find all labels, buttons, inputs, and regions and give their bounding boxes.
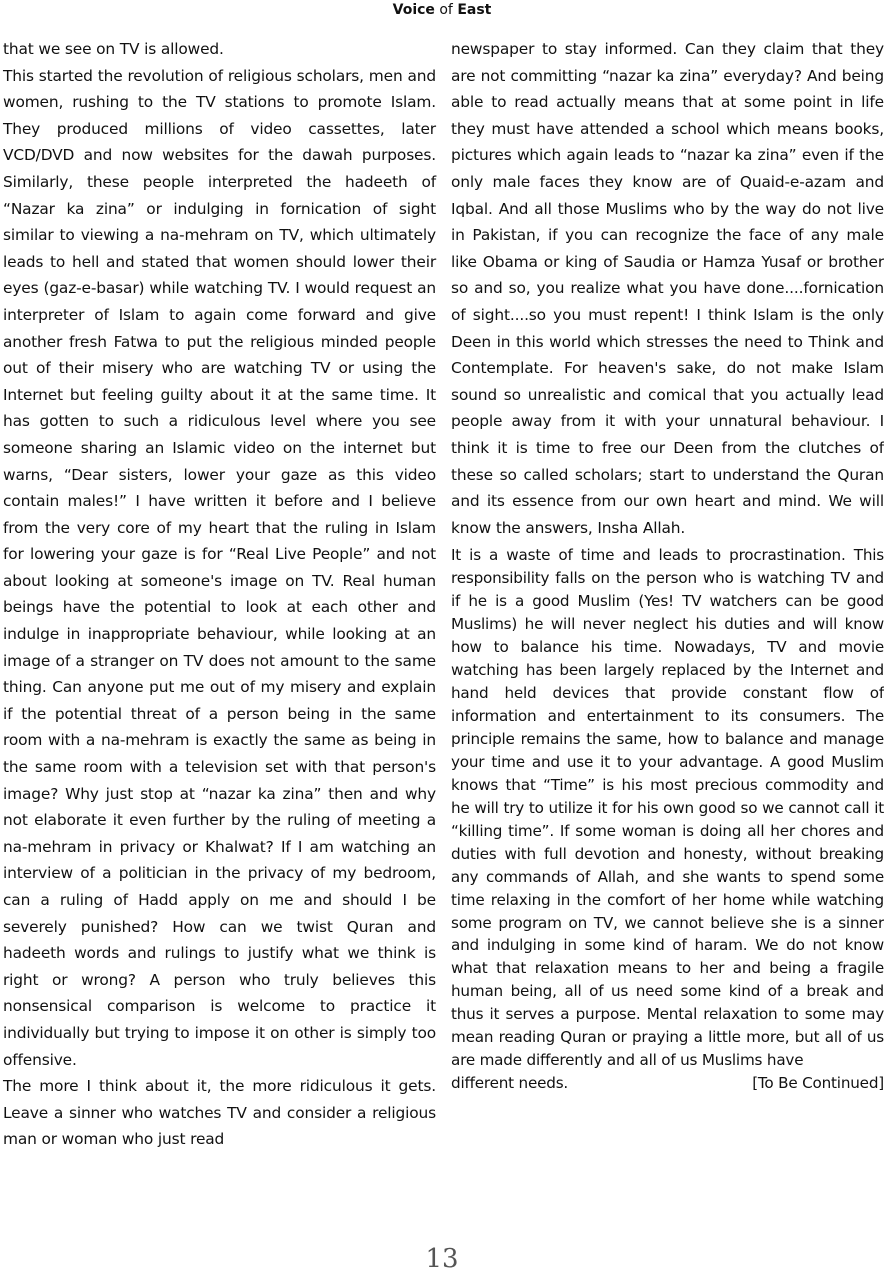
right-column (451, 36, 884, 1095)
right-paragraph-2: It is a waste of time and leads to procrastination. This responsibility falls on the person who is watching TV and if he is a good Muslim (Yes! TV watchers can be good Muslims) he will never neglect his duties and will know how to balance his time. Nowadays, TV and movie watching has been largely replaced by the Internet and hand held devices that provide constant flow of information and entertainment to its consumers. The principle remains the same, how to balance and manage your time and use it to your advantage. A good Muslim knows that “Time” is his most precious commodity and he will try to utilize it for his own good so we cannot call it “killing time”. If some woman is doing all her chores and duties with full devotion and honesty, without breaking any commands of Allah, and she wants to spend some time relaxing in the comfort of her home while watching some program on TV, we cannot believe she is a sinner and indulging in some kind of haram. We do not know what that relaxation means to her and being a fragile human being, all of us need some kind of a break and thus it serves a purpose. Mental relaxation to some may mean reading Quran or praying a little more, but all of us are made differently and all of us Muslims have (451, 546, 884, 1070)
magazine-masthead (0, 1, 884, 19)
page-number: 13 (425, 1244, 459, 1274)
masthead-east: East (457, 2, 492, 18)
left-paragraph-3: The more I think about it, the more ridiculous it gets. Leave a sinner who watches TV and consider a religious man or woman who just read (3, 1077, 436, 1149)
left-paragraph-1: that we see on TV is allowed. (3, 40, 224, 58)
masthead-of: of (439, 2, 453, 18)
masthead-voice: Voice (392, 2, 435, 18)
closing-line (451, 1072, 884, 1095)
left-paragraph-2: This started the revolution of religious scholars, men and women, rushing to the TV stations to promote Islam. They produced millions of video cassettes, later VCD/DVD and now websites for the dawah purposes. Similarly, these people interpreted the hadeeth of “Nazar ka zina” or indulging in fornication of sight similar to viewing a na-mehram on TV, which ultimately leads to hell and stated that women should lower their eyes (gaz-e-basar) while watching TV. I would request an interpreter of Islam to again come forward and give another fresh Fatwa to put the religious minded people out of their misery who are watching TV or using the Internet but feeling guilty about it at the same time. It has gotten to such a ridiculous level where you see someone sharing an Islamic video on the internet but warns, “Dear sisters, lower your gaze as this video contain males!” I have written it before and I believe from the very core of my heart that the ruling in Islam for lowering your gaze is for “Real Live People” and not about looking at someone's image on TV. Real human beings have the potential to look at each other and indulge in inappropriate behaviour, while looking at an image of a stranger on TV does not amount to the same thing. Can anyone put me out of my misery and explain if the potential threat of a person being in the same room with a na-mehram is exactly the same as being in the same room with a television set with that person's image? Why just stop at “nazar ka zina” then and why not elaborate it even further by the ruling of meeting a na-mehram in privacy or Khalwat? If I am watching an interview of a politician in the privacy of my bedroom, can a ruling of Hadd apply on me and should I be severely punished? How can we twist Quran and hadeeth words and rulings to justify what we think is right or wrong? A person who truly believes this nonsensical comparison is welcome to practice it individually but trying to impose it on other is simply too offensive. (3, 66, 436, 1069)
left-column (3, 36, 436, 1153)
right-paragraph-1: newspaper to stay informed. Can they claim that they are not committing “nazar ka zina” everyday? And being able to read actually means that at some point in life they must have attended a school which means books, pictures which again leads to “nazar ka zina” even if the only male faces they know are of Quaid-e-azam and Iqbal. And all those Muslims who by the way do not live in Pakistan, if you can recognize the face of any male like Obama or king of Saudia or Hamza Yusaf or brother so and so, you realize what you have done....fornication of sight....so you must repent! I think Islam is the only Deen in this world which stresses the need to Think and Contemplate. For heaven's sake, do not make Islam sound so unrealistic and comical that you actually lead people away from it with your unnatural behaviour. I think it is time to free our Deen from the clutches of these so called scholars; start to understand the Quran and its essence from our own heart and mind. We will know the answers, Insha Allah. (451, 40, 884, 537)
to-be-continued: [To Be Continued] (752, 1074, 884, 1093)
closing-text: different needs. (451, 1074, 569, 1093)
